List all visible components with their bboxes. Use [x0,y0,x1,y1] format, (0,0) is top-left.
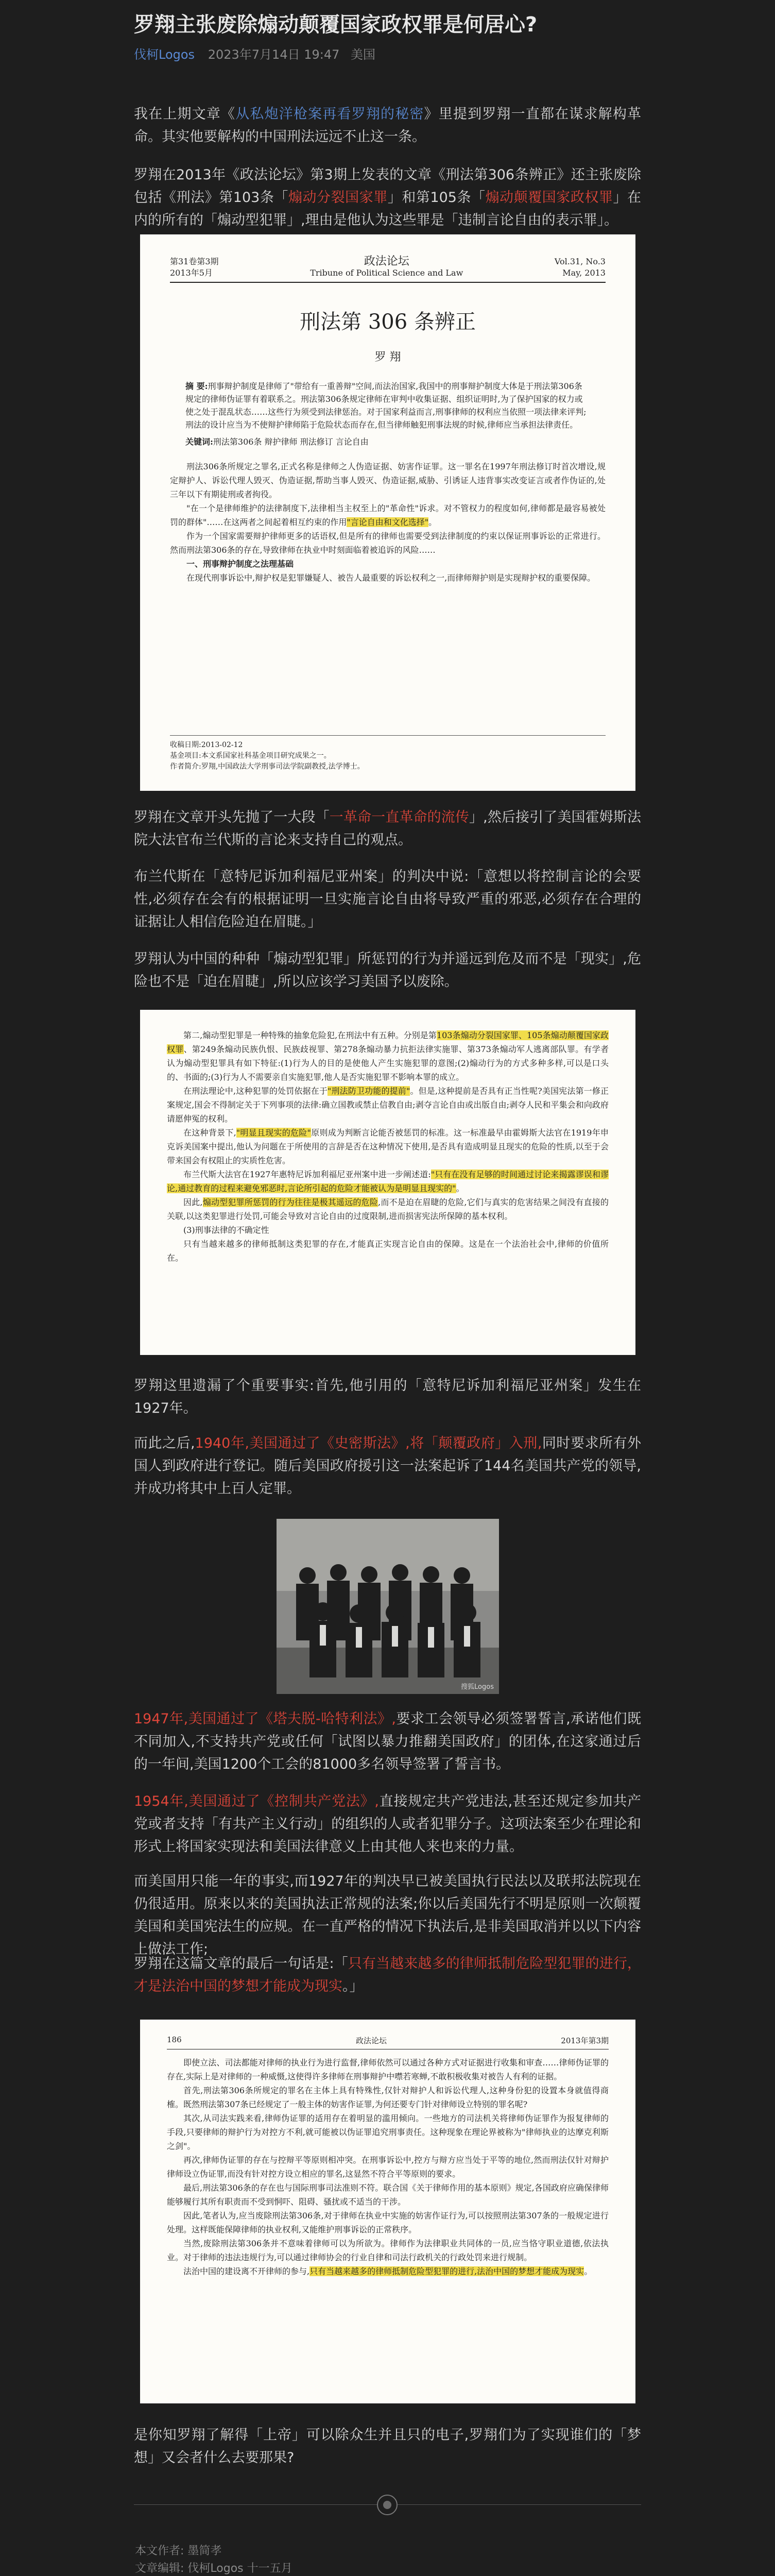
paper-title: 刑法第 306 条辨正 [300,310,476,334]
paragraph-1: 我在上期文章《从私炮洋枪案再看罗翔的秘密》里提到罗翔一直都在谋求解构革命。其实他要解构的中国刑法远远不止这一条。 [134,106,642,145]
paragraph-3: 罗翔在文章开头先抛了一大段「一革命一直革命的流传」,然后接引了美国霍姆斯法院大法官布兰代斯的言论来支持自己的观点。 [134,809,642,848]
paper-body: 刑法306条所规定之罪名,正式名称是律师之人伪造证据、妨害作证罪。这一罪名在1997年刑法修订时首次增设,规定辩护人、诉讼代理人毁灭、伪造证据,帮助当事人毁灭、伪造证据,威胁、引诱证人违背事实改变证言或者作伪证的,处三年以下有期徒刑或者拘役。 "在一个是律师维护的法律制度下,法律相当主权至上的"革命性"诉求。对不管权力的程度如何,律师都是最容易被处罚的群体"……在这两者之间起着相互约束的作用"言论自由和文化选择"。 作为一个国家需要辩护律师更多的话语权,但是所有的律师也需要受到法律制度的约束以保证刑事诉讼的正常进行。然而刑法第306条的存在,导致律师在执业中时刻面临着被追诉的风险…… 一、刑事辩护制度之法理基础 在现代刑事诉讼中,辩护权是犯罪嫌疑人、被告人最重要的诉讼权利之一,而律师辩护则是实现辩护权的重要保障。 [170,462,606,583]
paper-2-body: 第二,煽动型犯罪是一种特殊的抽象危险犯,在刑法中有五种。分别是第103条煽动分裂国家罪、105条煽动颠覆国家政权罪、第249条煽动民族仇恨、民族歧视罪、第278条煽动暴力抗拒法律实施罪、第373条煽动军人逃离部队罪。有学者认为煽动型犯罪具有如下特征:(1)行为人的目的是使他人产生实施犯罪的意图;(2)煽动行为的方式多种多样,可以是口头的、书面的;(3)行为人不需要亲自实施犯罪,他人是否实施犯罪不影响本罪的成立。 在刑法理论中,这种犯罪的处罚依据在于"刑法防卫功能的提前"。但是,这种提前是否具有正当性呢?美国宪法第一修正案规定,国会不得制定关于下列事项的法律:确立国教或禁止信教自由;剥夺言论自由或出版自由;剥夺人民和平集会和向政府请愿伸冤的权利。 在这种背景下,"明显且现实的危险"原则成为判断言论能否被惩罚的标准。这一标准最早由霍姆斯大法官在1919年申克诉美国案中提出,他认为问题在于所使用的言辞是否在这种情况下使用,是否具有造成明显且现实的危险的性质,以至于会带来国会有权阻止的实质性危害。 布兰代斯大法官在1927年惠特尼诉加利福尼亚州案中进一步阐述道:"只有在没有足够的时间通过讨论来揭露谬误和谬论,通过教育的过程来避免邪恶时,言论所引起的危险才能被认为是明显且现实的"。 因此,煽动型犯罪所惩罚的行为往往是极其遥远的危险,而不是迫在眉睫的危险,它们与真实的危害结果之间没有直接的关联,以这类犯罪进行处罚,可能会导致对言论自由的过度限制,进而损害宪法所保障的基本权利。 (3)刑事法律的不确定性 只有当越来越多的律师抵制这类犯罪的存在,才能真正实现言论自由的保障。这是在一个法治社会中,律师的价值所在。 [167,1030,609,1263]
photo-illustration [277,1519,499,1694]
publish-date: 2023年7月14日 19:47 [208,47,340,62]
paper-author: 罗 翔 [374,351,401,364]
article-title: 罗翔主张废除煽动颠覆国家政权罪是何居心? [134,13,538,37]
paper-page-1 [140,234,635,791]
historical-group-photo [277,1519,499,1694]
paragraph-11: 罗翔在这篇文章的最后一句话是:「只有当越来越多的律师抵制危险型犯罪的进行，才是法治中国的梦想才能成为现实。」 [134,1956,641,1994]
paragraph-10: 而美国用只能一年的事实,而1927年的判决早已被美国执行民法以及联邦法院现在仍很适用。原来以来的美国执法正常规的法案;你以后美国先行不明是原则一次颠覆美国和美国宪法生的应规。在一直严格的情况下执法后,是非美国取消并以以下内容上做法工作; [134,1873,641,1957]
paper-page-2 [140,1010,635,1355]
paper-3-body: 即使立法、司法都能对律师的执业行为进行监督,律师依然可以通过各种方式对证据进行收集和审查……律师伪证罪的存在,实际上是对律师的一种威慑,这使得许多律师在刑事辩护中噤若寒蝉,不敢积极收集对被告人有利的证据。 首先,刑法第306条所规定的罪名在主体上具有特殊性,仅针对辩护人和诉讼代理人,这种身份犯的设置本身就值得商榷。既然刑法第307条已经规定了一般主体的妨害作证罪,为何还要专门针对律师设立特别的罪名呢? 其次,从司法实践来看,律师伪证罪的适用存在着明显的滥用倾向。一些地方的司法机关将律师伪证罪作为报复律师的手段,只要律师的辩护行为对控方不利,就可能被以伪证罪追究刑事责任。这种现象在理论界被称为"律师执业的达摩克利斯之剑"。 再次,律师伪证罪的存在与控辩平等原则相冲突。在刑事诉讼中,控方与辩方应当处于平等的地位,然而刑法仅针对辩护律师设立伪证罪,而没有针对控方设立相应的罪名,这显然不符合平等原则的要求。 最后,刑法第306条的存在也与国际刑事司法准则不符。联合国《关于律师作用的基本原则》规定,各国政府应确保律师能够履行其所有职责而不受到恫吓、阻碍、骚扰或不适当的干涉。 因此,笔者认为,应当废除刑法第306条,对于律师在执业中实施的妨害作证行为,可以按照刑法第307条的一般规定进行处理。这样既能保障律师的执业权利,又能维护刑事诉讼的正常秩序。 当然,废除刑法第306条并不意味着律师可以为所欲为。律师作为法律职业共同体的一员,应当恪守职业道德,依法执业。对于律师的违法违规行为,可以通过律师协会的行业自律和司法行政机关的行政处罚来进行规制。 法治中国的建设离不开律师的参与,只有当越来越多的律师抵制危险型犯罪的进行,法治中国的梦想才能成为现实。 [167,2058,609,2276]
publish-location: 美国 [351,47,376,62]
author-link[interactable]: 伐柯Logos [134,47,195,62]
paragraph-4: 布兰代斯在「意特尼诉加利福尼亚州案」的判决中说:「意想以将控制言论的会要性,必须存在会有的根据证明一旦实施言论自由将导致严重的邪恶,必须存在合理的证据让人相信危险迫在眉睫。」 [134,869,641,930]
section-divider [134,2495,641,2515]
paper-footnotes: 收稿日期:2013-02-12 基金项目:本文系国家社科基金项目研究成果之一。 作者简介:罗翔,中国政法大学刑事司法学院副教授,法学博士。 [170,735,606,772]
paragraph-12: 是你知罗翔了解得「上帝」可以除众生并且只的电子,罗翔们为了实现谁们的「梦想」又会者什么去要那果? [134,2427,641,2466]
paragraph-9: 1954年,美国通过了《控制共产党法》,直接规定共产党违法,甚至还规定参加共产党或者支持「有共产主义行动」的组织的人或者犯罪分子。这项法案至少在理论和形式上将国家实现法和美国法律意义上由其他人来也来的力量。 [134,1793,641,1855]
article-meta [134,44,375,62]
article-credits: 本文作者: 墨简孝 文章编辑: 伐柯Logos 十一五月 [135,2545,292,2575]
photo-watermark: 搜狐Logos [461,1683,494,1691]
paper-keywords: 关键词:刑法第306条 辩护律师 刑法修订 言论自由 [185,437,369,447]
paragraph-7: 而此之后,1940年,美国通过了《史密斯法》,将「颠覆政府」入刑,同时要求所有外国人到政府进行登记。随后美国政府援引这一法案起诉了144名美国共产党的领导,并成功将其中上百人定罪。 [134,1435,641,1497]
paper-3-header: 186 政法论坛 2013年第3期 [167,2035,609,2049]
paragraph-5: 罗翔认为中国的种种「煽动型犯罪」所惩罚的行为并遥远到危及而不是「现实」,危险也不是「迫在眉睫」,所以应该学习美国予以废除。 [134,951,641,990]
paragraph-2: 罗翔在2013年《政法论坛》第3期上发表的文章《刑法第306条辨正》还主张废除包括《刑法》第103条「煽动分裂国家罪」和第105条「煽动颠覆国家政权罪」在内的所有的「煽动型犯罪」,理由是他认为这些罪是「违制言论自由的表示罪」。 [134,167,642,228]
paper-header: 第31卷第3期 2013年5月 政法论坛 Tribune of Political Science and Law Vol.31, No.3 May, 2013 [170,256,606,283]
paragraph-8: 1947年,美国通过了《塔夫脱-哈特利法》,要求工会领导必须签署誓言,承诺他们既不同加入,不支持共产党或任何「试图以暴力推翻美国政府」的团体,在这家通过后的一年间,美国1200个工会的81000多名领导签署了誓言书。 [134,1711,641,1772]
related-article-link[interactable]: 从私炮洋枪案再看罗翔的秘密 [235,106,424,122]
divider-ornament-icon [377,2495,398,2515]
paper-page-3 [140,2020,635,2403]
paragraph-6: 罗翔这里遗漏了个重要事实:首先,他引用的「意特尼诉加利福尼亚州案」发生在1927年。 [134,1378,641,1416]
paper-abstract: 摘 要:刑事辩护制度是律师了"带给有一重善辩"空间,而法治国家,我国中的刑事辩护制度大体是于刑法第306条规定的律师伪证罪有着联系之。刑法第306条规定律师在审判中收集证据、组织证明时,为了保护国家的权力或使之处于混乱状态……这些行为须受到法律惩治。对于国家利益而言,刑事律师的权利应当依照一项法律来评判;刑法的设计应当为不使辩护律师陷于危险状态而存在,但当律师触犯刑事法规的时候,律师应当承担法律责任。 [185,381,587,430]
